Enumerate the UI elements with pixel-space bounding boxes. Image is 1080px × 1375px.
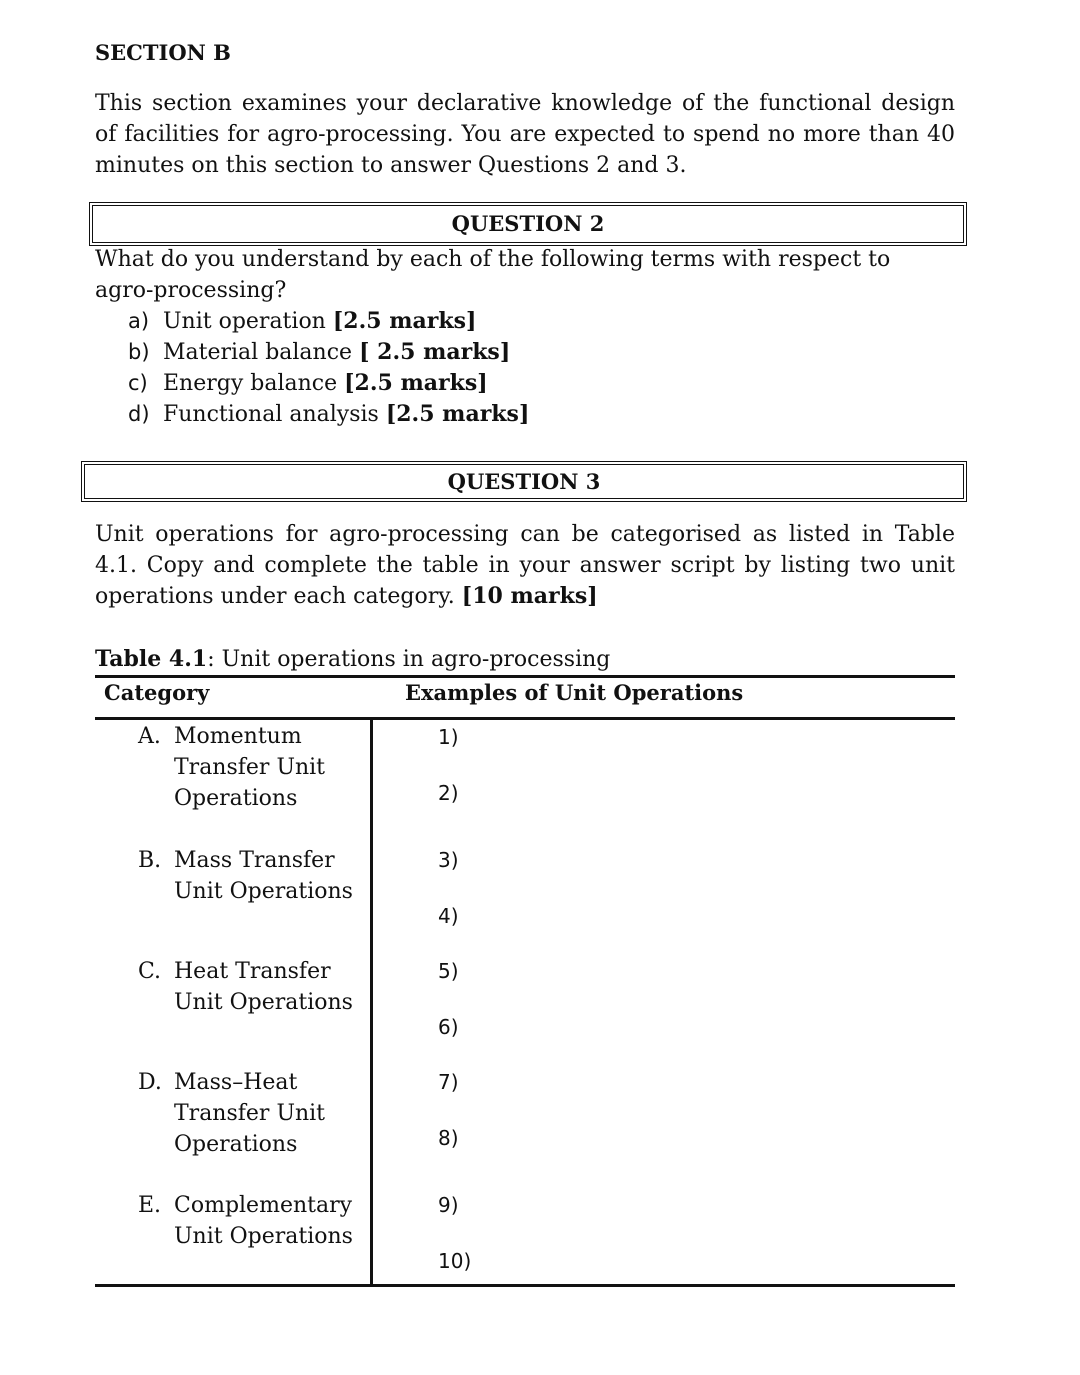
question-2-list [128,306,529,430]
table-caption-label: Table 4.1 [95,646,208,672]
question-3-prompt [95,519,955,612]
category-letter: D. [138,1070,162,1095]
category-line: Mass Transfer [174,848,335,873]
answer-number: 10) [438,1249,472,1273]
question-2-prompt: What do you understand by each of the following terms with respect to agro-processing? [95,247,891,303]
item-text: Material balance [163,340,360,365]
item-marks: [2.5 marks] [385,401,530,427]
section-intro: This section examines your declarative knowledge of the functional design of facilities for agro-processing. You are expected to spend no more than 40 minutes on this section to answer Questions 2 and 3. [95,91,955,178]
category-letter: E. [138,1193,162,1218]
item-marks: [2.5 marks] [344,370,488,396]
table-bottom-rule [95,1284,955,1287]
answer-number: 3) [438,848,459,872]
item-marks: [ 2.5 marks] [359,339,511,365]
category-letter: A. [138,724,161,749]
category-line: Unit Operations [174,1224,353,1249]
answer-number: 9) [438,1193,459,1217]
answer-number: 8) [438,1126,459,1150]
table-caption [95,644,610,675]
answer-number: 1) [438,725,459,749]
table-row-category [138,721,325,814]
item-text: Unit operation [163,309,333,334]
category-line: Transfer Unit [174,1101,326,1126]
category-letter: C. [138,959,162,984]
item-text: Energy balance [163,371,345,396]
category-line: Unit Operations [174,879,353,904]
answer-number: 4) [438,904,459,928]
category-line: Heat Transfer [174,959,331,984]
answer-number: 5) [438,959,459,983]
table-row-category [138,956,353,1018]
list-item [128,368,529,399]
item-label: c) [128,371,148,395]
answer-number: 7) [438,1070,459,1094]
table-row-category [138,845,353,907]
table-column-divider [370,719,373,1286]
section-title: SECTION B [95,40,231,65]
table-caption-text: : Unit operations in agro-processing [207,647,611,672]
list-item [128,399,529,430]
answer-number: 6) [438,1015,459,1039]
item-label: b) [128,340,150,364]
category-line: Operations [174,1132,298,1157]
answer-number: 2) [438,781,459,805]
table-row-category [138,1190,353,1252]
list-item [128,306,529,337]
table-top-rule [95,675,955,678]
item-label: d) [128,402,150,426]
category-line: Mass–Heat [174,1070,298,1095]
table-header-category: Category [104,680,210,705]
item-marks: [2.5 marks] [332,308,477,334]
table-row-category [138,1067,325,1160]
category-letter: B. [138,848,162,873]
question-3-marks: [10 marks] [461,583,598,609]
question-3-heading: QUESTION 3 [81,461,967,502]
category-line: Transfer Unit [174,755,326,780]
item-text: Functional analysis [163,402,386,427]
category-line: Unit Operations [174,990,353,1015]
category-line: Complementary [174,1193,353,1218]
question-2-heading: QUESTION 2 [89,202,967,246]
table-header-examples: Examples of Unit Operations [405,680,744,705]
item-label: a) [128,309,150,333]
category-line: Momentum [174,724,302,749]
question-3-text: Unit operations for agro-processing can be categorised as listed in Table 4.1. Copy and complete the table in your answer script by listing two unit operations under each category. [95,522,955,609]
table-header-rule [95,717,955,720]
list-item [128,337,529,368]
category-line: Operations [174,786,298,811]
